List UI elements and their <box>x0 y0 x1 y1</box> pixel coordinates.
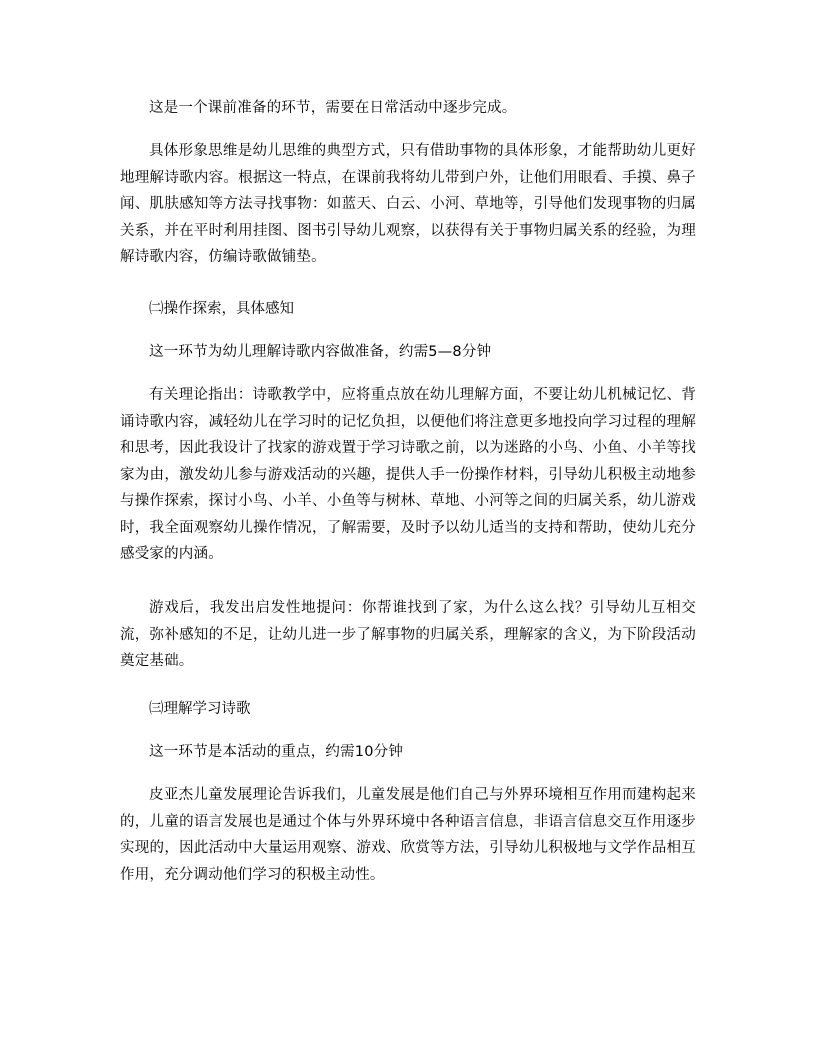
paragraph-piaget: 皮亚杰儿童发展理论告诉我们，儿童发展是他们自己与外界环境相互作用而建构起来的，儿童的语言发展也是通过个体与外界环境中各种语言信息，非语言信息交互作用逐步实现的，因此活动中大量运用观察、游戏、欣赏等方法，引导幼儿积极地与文学作品相互作用，充分调动他们学习的积极主动性。 <box>120 787 696 883</box>
paragraph-key-point: 这一环节是本活动的重点，约需10分钟 <box>149 744 404 760</box>
section-heading-learn-poem: ㈢理解学习诗歌 <box>149 701 251 717</box>
paragraph-concrete-thinking: 具体形象思维是幼儿思维的典型方式，只有借助事物的具体形象，才能帮助幼儿更好地理解诗歌内容。根据这一特点，在课前我将幼儿带到户外，让他们用眼看、手摸、鼻子闻、肌肤感知等方法寻找事物：如蓝天、白云、小河、草地等，引导他们发现事物的归属关系，并在平时利用挂图、图书引导幼儿观察，以获得有关于事物归属关系的经验，为理解诗歌内容，仿编诗歌做铺垫。 <box>120 143 696 265</box>
paragraph-preparation: 这是一个课前准备的环节，需要在日常活动中逐步完成。 <box>149 100 517 116</box>
section-heading-operation-explore: ㈡操作探索，具体感知 <box>149 301 294 317</box>
paragraph-operation-intro: 这一环节为幼儿理解诗歌内容做准备，约需5—8分钟 <box>149 344 492 360</box>
paragraph-after-game: 游戏后，我发出启发性地提问：你帮谁找到了家，为什么这么找？引导幼儿互相交流，弥补感知的不足，让幼儿进一步了解事物的归属关系，理解家的含义，为下阶段活动奠定基础。 <box>120 600 696 669</box>
paragraph-theory: 有关理论指出：诗歌教学中，应将重点放在幼儿理解方面，不要让幼儿机械记忆、背诵诗歌内容，减轻幼儿在学习时的记忆负担，以便他们将注意更多地投向学习过程的理解和思考，因此我设计了找家的游戏置于学习诗歌之前，以为迷路的小鸟、小鱼、小羊等找家为由，激发幼儿参与游戏活动的兴趣，提供人手一份操作材料，引导幼儿积极主动地参与操作探索，探讨小鸟、小羊、小鱼等与树林、草地、小河等之间的归属关系，幼儿游戏时，我全面观察幼儿操作情况，了解需要，及时予以幼儿适当的支持和帮助，使幼儿充分感受家的内涵。 <box>120 387 696 562</box>
